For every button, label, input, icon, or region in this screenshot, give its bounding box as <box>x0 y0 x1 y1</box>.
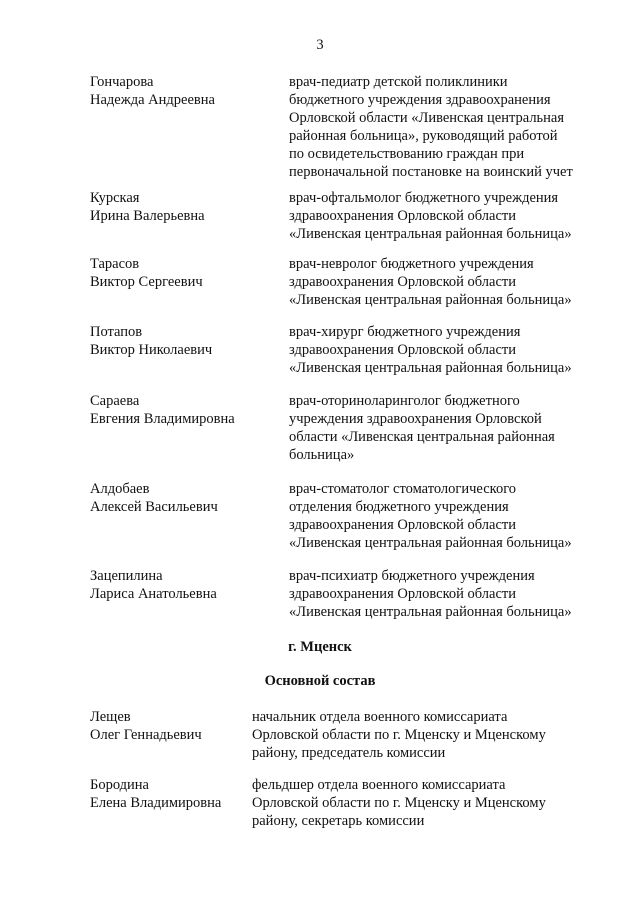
role-line: врач-стоматолог стоматологического <box>289 481 517 497</box>
member-given-names: Надежда Андреевна <box>90 92 215 108</box>
role-line: здравоохранения Орловской области <box>289 586 516 602</box>
member-surname: Потапов <box>90 324 143 340</box>
member-given-names: Лариса Анатольевна <box>90 586 217 602</box>
member-surname: Тарасов <box>90 256 140 272</box>
member-name <box>90 323 280 359</box>
role-line: «Ливенская центральная районная больница» <box>289 604 572 620</box>
role-line: области «Ливенская центральная районная <box>289 429 555 445</box>
role-line: врач-психиатр бюджетного учреждения <box>289 568 535 584</box>
role-line: учреждения здравоохранения Орловской <box>289 411 542 427</box>
role-line: здравоохранения Орловской области <box>289 208 516 224</box>
role-line: врач-педиатр детской поликлиники <box>289 74 508 90</box>
member-role <box>289 480 599 552</box>
role-line: району, председатель комиссии <box>252 745 446 761</box>
role-line: Орловской области по г. Мценску и Мценскому <box>252 727 546 743</box>
role-line: Орловской области по г. Мценску и Мценскому <box>252 795 546 811</box>
member-name <box>90 189 280 225</box>
member-surname: Бородина <box>90 777 149 793</box>
member-name <box>90 73 280 109</box>
member-role <box>252 776 582 830</box>
role-line: здравоохранения Орловской области <box>289 274 516 290</box>
role-line: «Ливенская центральная районная больница» <box>289 226 572 242</box>
city-heading: г. Мценск <box>288 639 352 655</box>
role-line: здравоохранения Орловской области <box>289 517 516 533</box>
member-given-names: Алексей Васильевич <box>90 499 218 515</box>
member-given-names: Виктор Николаевич <box>90 342 213 358</box>
role-line: первоначальной постановке на воинский учет <box>289 164 573 180</box>
member-role <box>289 392 599 464</box>
member-role <box>289 567 599 621</box>
member-name <box>90 567 280 603</box>
member-given-names: Евгения Владимировна <box>90 411 235 427</box>
member-name <box>90 480 280 516</box>
role-line: по освидетельствованию граждан при <box>289 146 525 162</box>
member-given-names: Елена Владимировна <box>90 795 222 811</box>
member-given-names: Олег Геннадьевич <box>90 727 202 743</box>
member-role <box>289 255 599 309</box>
role-line: «Ливенская центральная районная больница» <box>289 535 572 551</box>
role-line: отделения бюджетного учреждения <box>289 499 509 515</box>
member-name <box>90 392 280 428</box>
role-line: врач-оториноларинголог бюджетного <box>289 393 520 409</box>
member-role <box>252 708 582 762</box>
member-surname: Гончарова <box>90 74 154 90</box>
role-line: «Ливенская центральная районная больница» <box>289 292 572 308</box>
member-surname: Курская <box>90 190 140 206</box>
role-line: врач-невролог бюджетного учреждения <box>289 256 534 272</box>
member-surname: Сараева <box>90 393 140 409</box>
member-role <box>289 73 599 181</box>
role-line: Орловской области «Ливенская центральная <box>289 110 565 126</box>
page-number: 3 <box>316 37 324 53</box>
role-line: врач-хирург бюджетного учреждения <box>289 324 521 340</box>
role-line: бюджетного учреждения здравоохранения <box>289 92 551 108</box>
member-role <box>289 189 599 243</box>
member-surname: Алдобаев <box>90 481 150 497</box>
member-given-names: Ирина Валерьевна <box>90 208 205 224</box>
member-name <box>90 255 280 291</box>
role-line: здравоохранения Орловской области <box>289 342 516 358</box>
member-surname: Лещев <box>90 709 131 725</box>
role-line: начальник отдела военного комиссариата <box>252 709 508 725</box>
member-role <box>289 323 599 377</box>
member-surname: Зацепилина <box>90 568 163 584</box>
role-line: врач-офтальмолог бюджетного учреждения <box>289 190 559 206</box>
role-line: фельдшер отдела военного комиссариата <box>252 777 506 793</box>
role-line: больница» <box>289 447 355 463</box>
section-heading: Основной состав <box>264 673 376 689</box>
role-line: районная больница», руководящий работой <box>289 128 558 144</box>
role-line: «Ливенская центральная районная больница» <box>289 360 572 376</box>
role-line: району, секретарь комиссии <box>252 813 425 829</box>
member-given-names: Виктор Сергеевич <box>90 274 203 290</box>
